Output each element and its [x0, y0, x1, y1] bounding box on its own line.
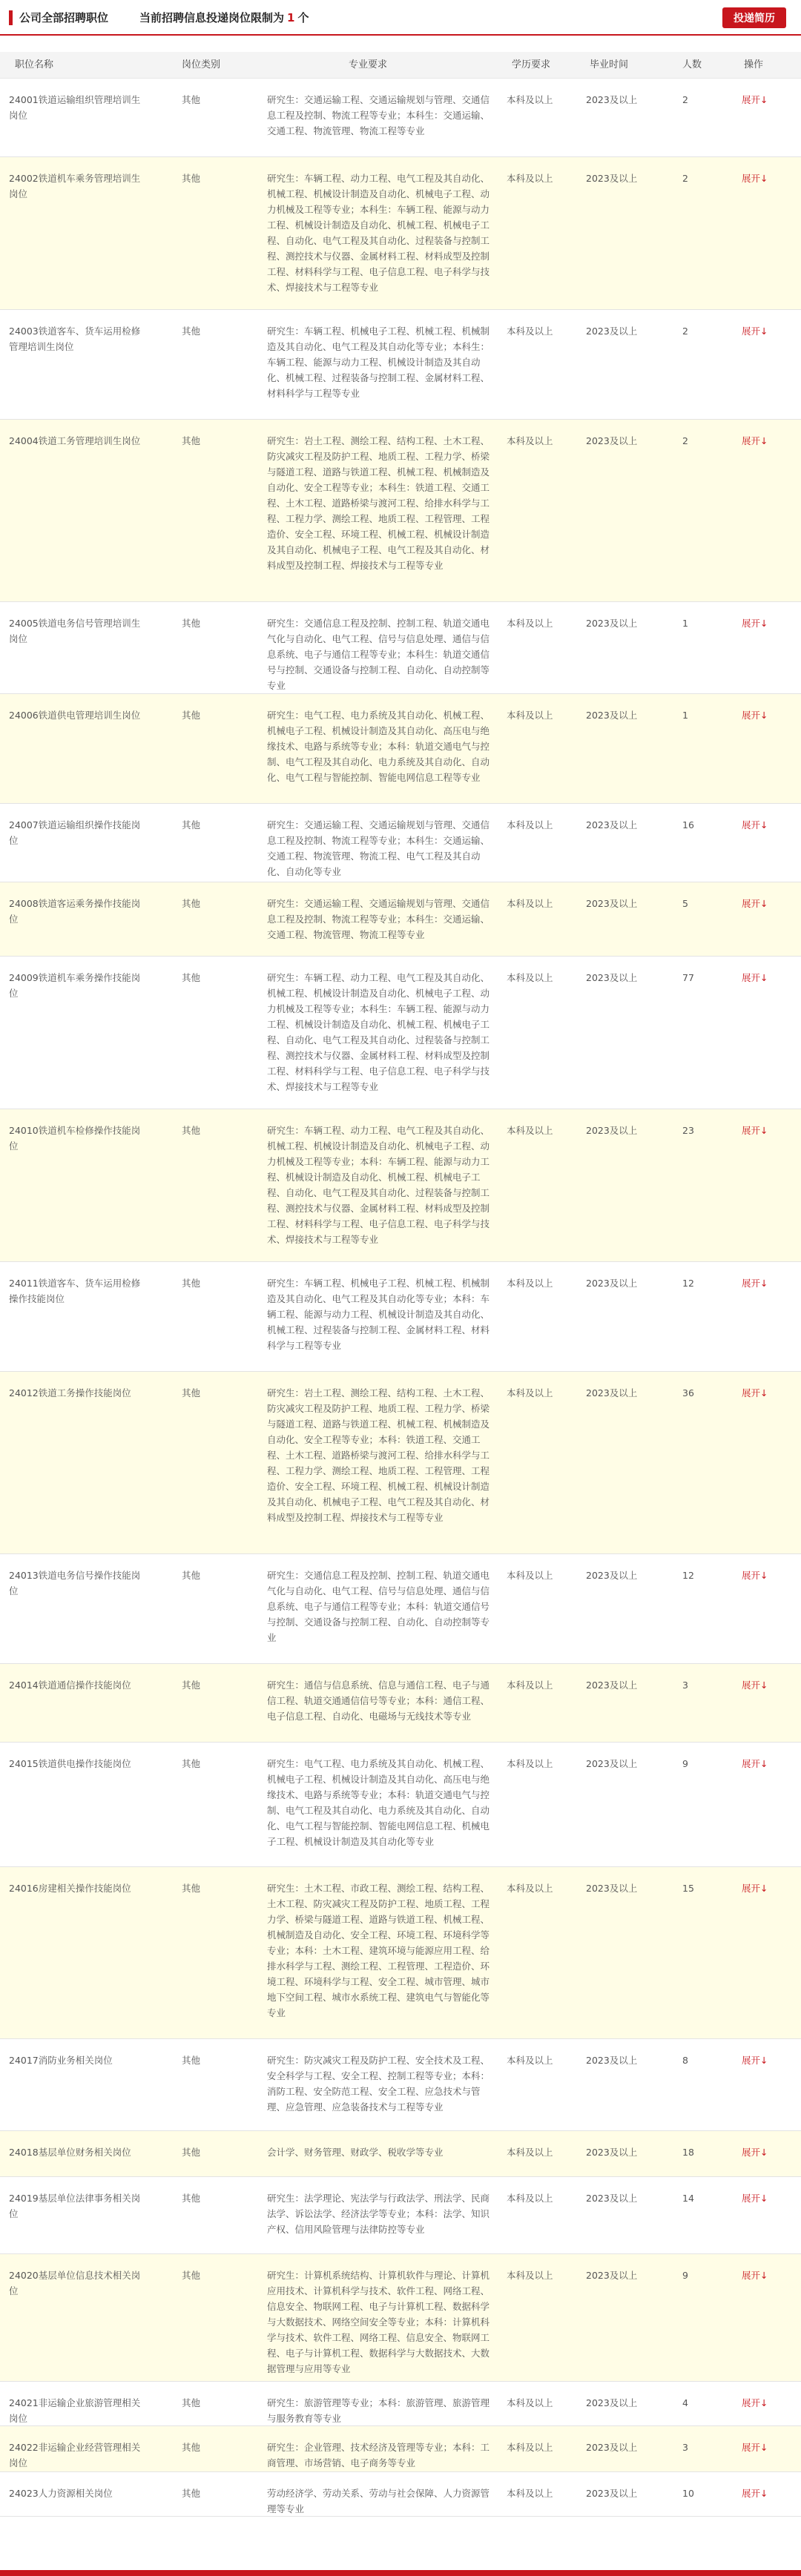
column-header-action: 操作	[744, 59, 764, 70]
expand-link[interactable]: 展开↓	[742, 1570, 768, 1581]
expand-link[interactable]: 展开↓	[742, 1278, 768, 1289]
expand-link[interactable]: 展开↓	[742, 710, 768, 721]
headcount: 9	[682, 2270, 688, 2281]
headcount: 1	[682, 618, 688, 629]
expand-link[interactable]: 展开↓	[742, 1758, 768, 1769]
education-requirement: 本科及以上	[507, 618, 553, 629]
job-name: 24019基层单位法律事务相关岗位	[9, 2193, 141, 2219]
expand-link[interactable]: 展开↓	[742, 2442, 768, 2453]
expand-link[interactable]: 展开↓	[742, 326, 768, 337]
graduation-year: 2023及以上	[586, 1387, 638, 1398]
table-row	[0, 310, 801, 420]
graduation-year: 2023及以上	[586, 710, 638, 721]
graduation-year: 2023及以上	[586, 2270, 638, 2281]
table-row	[0, 1867, 801, 2039]
major-requirements: 研究生：交通运输工程、交通运输规划与管理、交通信息工程及控制、物流工程等专业；本科生：交通运输、交通工程、物流管理、物流工程等专业	[267, 898, 490, 940]
major-requirements: 研究生：交通信息工程及控制、控制工程、轨道交通电气化与自动化、电气工程、信号与信息处理、通信与信息系统、电子与通信工程等专业；本科：轨道交通信号与控制、交通设备与控制工程、自动化、自动控制等专业	[267, 1570, 490, 1643]
job-category: 其他	[182, 2055, 201, 2066]
job-category: 其他	[182, 173, 201, 184]
table-row	[0, 882, 801, 957]
job-name: 24016房建相关操作技能岗位	[9, 1883, 131, 1894]
education-requirement: 本科及以上	[507, 1758, 553, 1769]
job-name: 24022非运输企业经营管理相关岗位	[9, 2442, 141, 2468]
expand-link[interactable]: 展开↓	[742, 2270, 768, 2281]
table-row	[0, 2039, 801, 2131]
headcount: 3	[682, 2442, 688, 2453]
education-requirement: 本科及以上	[507, 1278, 553, 1289]
education-requirement: 本科及以上	[507, 2442, 553, 2453]
education-requirement: 本科及以上	[507, 1883, 553, 1894]
table-row	[0, 2472, 801, 2517]
table-row	[0, 1554, 801, 1664]
job-category: 其他	[182, 326, 201, 337]
major-requirements: 研究生：旅游管理等专业；本科：旅游管理、旅游管理与服务教育等专业	[267, 2397, 490, 2424]
major-requirements: 研究生：车辆工程、动力工程、电气工程及其自动化、机械工程、机械设计制造及自动化、机械电子工程、动力机械及工程等专业；本科：车辆工程、能源与动力工程、机械设计制造及自动化、机械工程、机械电子工程、自动化、电气工程及其自动化、过程装备与控制工程、测控技术与仪器、金属材料工程、材料成型及控制工程、材料科学与工程、电子信息工程、电子科学与技术、焊接技术与工程等专业	[267, 1125, 490, 1245]
expand-link[interactable]: 展开↓	[742, 1883, 768, 1894]
job-name: 24002铁道机车乘务管理培训生岗位	[9, 173, 141, 199]
major-requirements: 研究生：交通信息工程及控制、控制工程、轨道交通电气化与自动化、电气工程、信号与信息处理、通信与信息系统、电子与通信工程等专业；本科生：轨道交通信号与控制、交通设备与控制工程、自动化、自动控制等专业	[267, 618, 490, 691]
job-name: 24021非运输企业旅游管理相关岗位	[9, 2397, 141, 2424]
education-requirement: 本科及以上	[507, 94, 553, 105]
major-requirements: 研究生：法学理论、宪法学与行政法学、刑法学、民商法学、诉讼法学、经济法学等专业；本科：法学、知识产权、信用风险管理与法律防控等专业	[267, 2193, 490, 2235]
job-name: 24005铁道电务信号管理培训生岗位	[9, 618, 141, 644]
job-category: 其他	[182, 2442, 201, 2453]
education-requirement: 本科及以上	[507, 1570, 553, 1581]
graduation-year: 2023及以上	[586, 2397, 638, 2408]
table-header	[0, 52, 801, 79]
job-name: 24007铁道运输组织操作技能岗位	[9, 819, 141, 846]
education-requirement: 本科及以上	[507, 2270, 553, 2281]
major-requirements: 研究生：车辆工程、机械电子工程、机械工程、机械制造及其自动化、电气工程及其自动化等专业；本科生：车辆工程、能源与动力工程、机械设计制造及其自动化、机械工程、过程装备与控制工程、金属材料工程、材料科学与工程等专业	[267, 326, 490, 399]
table-row	[0, 602, 801, 694]
job-category: 其他	[182, 2488, 201, 2499]
major-requirements: 研究生：企业管理、技术经济及管理等专业；本科：工商管理、市场营销、电子商务等专业	[267, 2442, 490, 2468]
job-category: 其他	[182, 94, 201, 105]
graduation-year: 2023及以上	[586, 618, 638, 629]
major-requirements: 研究生：岩土工程、测绘工程、结构工程、土木工程、防灾减灾工程及防护工程、地质工程、工程力学、桥梁与隧道工程、道路与铁道工程、机械工程、机械制造及自动化、安全工程等专业；本科生：铁道工程、交通工程、土木工程、道路桥梁与渡河工程、给排水科学与工程、工程力学、测绘工程、地质工程、工程管理、工程造价、安全工程、环境工程、机械工程、机械设计制造及其自动化、机械电子工程、电气工程及其自动化、材料成型及控制工程、焊接技术与工程等专业	[267, 435, 490, 571]
table-row	[0, 157, 801, 310]
major-requirements: 研究生：交通运输工程、交通运输规划与管理、交通信息工程及控制、物流工程等专业；本科生：交通运输、交通工程、物流管理、物流工程等专业	[267, 94, 490, 136]
table-row	[0, 694, 801, 804]
job-name: 24023人力资源相关岗位	[9, 2488, 113, 2499]
table-row	[0, 2254, 801, 2382]
graduation-year: 2023及以上	[586, 1278, 638, 1289]
expand-link[interactable]: 展开↓	[742, 2397, 768, 2408]
column-header-graduation: 毕业时间	[590, 59, 629, 70]
education-requirement: 本科及以上	[507, 2055, 553, 2066]
expand-link[interactable]: 展开↓	[742, 2055, 768, 2066]
expand-link[interactable]: 展开↓	[742, 435, 768, 446]
major-requirements: 研究生：土木工程、市政工程、测绘工程、结构工程、土木工程、防灾减灾工程及防护工程、地质工程、工程力学、桥梁与隧道工程、道路与铁道工程、机械工程、机械制造及自动化、安全工程、环境工程、环境科学等专业；本科：土木工程、建筑环境与能源应用工程、给排水科学与工程、测绘工程、工程管理、工程造价、环境工程、环境科学与工程、安全工程、城市管理、城市地下空间工程、城市水系统工程、建筑电气与智能化等专业	[267, 1883, 490, 2018]
headcount: 3	[682, 1680, 688, 1691]
headcount: 8	[682, 2055, 688, 2066]
expand-link[interactable]: 展开↓	[742, 2147, 768, 2158]
table-row	[0, 2131, 801, 2177]
major-requirements: 研究生：岩土工程、测绘工程、结构工程、土木工程、防灾减灾工程及防护工程、地质工程、工程力学、桥梁与隧道工程、道路与铁道工程、机械工程、机械制造及自动化、安全工程等专业；本科：铁道工程、交通工程、土木工程、道路桥梁与渡河工程、给排水科学与工程、工程力学、测绘工程、地质工程、工程管理、工程造价、安全工程、环境工程、机械工程、机械设计制造及其自动化、机械电子工程、电气工程及其自动化、材料成型及控制工程、焊接技术与工程等专业	[267, 1387, 490, 1523]
job-category: 其他	[182, 972, 201, 983]
headcount: 12	[682, 1278, 694, 1289]
graduation-year: 2023及以上	[586, 2193, 638, 2204]
job-name: 24018基层单位财务相关岗位	[9, 2147, 131, 2158]
graduation-year: 2023及以上	[586, 173, 638, 184]
education-requirement: 本科及以上	[507, 2193, 553, 2204]
headcount: 1	[682, 710, 688, 721]
job-category: 其他	[182, 1758, 201, 1769]
expand-link[interactable]: 展开↓	[742, 94, 768, 105]
major-requirements: 研究生：车辆工程、动力工程、电气工程及其自动化、机械工程、机械设计制造及自动化、机械电子工程、动力机械及工程等专业；本科生：车辆工程、能源与动力工程、机械设计制造及自动化、机械工程、机械电子工程、自动化、电气工程及其自动化、过程装备与控制工程、测控技术与仪器、金属材料工程、材料成型及控制工程、材料科学与工程、电子信息工程、电子科学与技术、焊接技术与工程等专业	[267, 972, 490, 1092]
job-category: 其他	[182, 2147, 201, 2158]
table-row	[0, 1664, 801, 1743]
job-name: 24001铁道运输组织管理培训生岗位	[9, 94, 141, 121]
graduation-year: 2023及以上	[586, 1125, 638, 1136]
graduation-year: 2023及以上	[586, 1570, 638, 1581]
job-category: 其他	[182, 1278, 201, 1289]
major-requirements: 研究生：电气工程、电力系统及其自动化、机械工程、机械电子工程、机械设计制造及其自动化、高压电与绝缘技术、电路与系统等专业；本科：轨道交通电气与控制、电气工程及其自动化、电力系统及其自动化、自动化、电气工程与智能控制、智能电网信息工程、机械电子工程、机械设计制造及其自动化等专业	[267, 1758, 490, 1847]
major-requirements: 研究生：电气工程、电力系统及其自动化、机械工程、机械电子工程、机械设计制造及其自动化、高压电与绝缘技术、电路与系统等专业；本科：轨道交通电气与控制、电气工程及其自动化、电力系统及其自动化、自动化、电气工程与智能控制、智能电网信息工程等专业	[267, 710, 490, 783]
graduation-year: 2023及以上	[586, 435, 638, 446]
headcount: 12	[682, 1570, 694, 1581]
job-name: 24013铁道电务信号操作技能岗位	[9, 1570, 141, 1596]
job-name: 24009铁道机车乘务操作技能岗位	[9, 972, 141, 999]
page-header	[0, 0, 801, 36]
headcount: 18	[682, 2147, 694, 2158]
table-row	[0, 1262, 801, 1372]
major-requirements: 研究生：防灾减灾工程及防护工程、安全技术及工程、安全科学与工程、安全工程、控制工程等专业；本科：消防工程、安全防范工程、安全工程、应急技术与管理、应急管理、应急装备技术与工程等专业	[267, 2055, 490, 2113]
headcount: 4	[682, 2397, 688, 2408]
headcount: 77	[682, 972, 694, 983]
job-category: 其他	[182, 2270, 201, 2281]
job-category: 其他	[182, 435, 201, 446]
column-header-education: 学历要求	[512, 59, 551, 70]
job-name: 24017消防业务相关岗位	[9, 2055, 113, 2066]
job-name: 24006铁道供电管理培训生岗位	[9, 710, 141, 721]
submit-resume-button[interactable]: 投递简历	[722, 7, 786, 28]
application-limit-note	[139, 10, 309, 25]
table-row	[0, 79, 801, 157]
education-requirement: 本科及以上	[507, 2147, 553, 2158]
graduation-year: 2023及以上	[586, 94, 638, 105]
graduation-year: 2023及以上	[586, 2488, 638, 2499]
education-requirement: 本科及以上	[507, 819, 553, 830]
expand-link[interactable]: 展开↓	[742, 173, 768, 184]
expand-link[interactable]: 展开↓	[742, 2488, 768, 2499]
job-name: 24008铁道客运乘务操作技能岗位	[9, 898, 141, 925]
job-name: 24010铁道机车检修操作技能岗位	[9, 1125, 141, 1152]
expand-link[interactable]: 展开↓	[742, 618, 768, 629]
major-requirements: 研究生：通信与信息系统、信息与通信工程、电子与通信工程、轨道交通通信信号等专业；本科：通信工程、电子信息工程、自动化、电磁场与无线技术等专业	[267, 1680, 490, 1722]
expand-link[interactable]: 展开↓	[742, 2193, 768, 2204]
education-requirement: 本科及以上	[507, 972, 553, 983]
headcount: 2	[682, 94, 688, 105]
job-category: 其他	[182, 819, 201, 830]
education-requirement: 本科及以上	[507, 1125, 553, 1136]
education-requirement: 本科及以上	[507, 173, 553, 184]
column-header-type: 岗位类别	[182, 59, 221, 70]
major-requirements: 会计学、财务管理、财政学、税收学等专业	[267, 2147, 444, 2158]
expand-link[interactable]: 展开↓	[742, 819, 768, 830]
expand-link[interactable]: 展开↓	[742, 1680, 768, 1691]
job-category: 其他	[182, 898, 201, 909]
headcount: 36	[682, 1387, 694, 1398]
job-category: 其他	[182, 2397, 201, 2408]
headcount: 16	[682, 819, 694, 830]
job-name: 24015铁道供电操作技能岗位	[9, 1758, 131, 1769]
job-category: 其他	[182, 1570, 201, 1581]
job-category: 其他	[182, 1883, 201, 1894]
job-category: 其他	[182, 2193, 201, 2204]
table-row	[0, 2426, 801, 2472]
education-requirement: 本科及以上	[507, 326, 553, 337]
graduation-year: 2023及以上	[586, 1680, 638, 1691]
headcount: 2	[682, 173, 688, 184]
education-requirement: 本科及以上	[507, 435, 553, 446]
table-row	[0, 957, 801, 1109]
table-row	[0, 1109, 801, 1262]
graduation-year: 2023及以上	[586, 819, 638, 830]
table-row	[0, 1743, 801, 1867]
table-row	[0, 1372, 801, 1554]
table-row	[0, 420, 801, 602]
graduation-year: 2023及以上	[586, 1758, 638, 1769]
education-requirement: 本科及以上	[507, 1680, 553, 1691]
job-name: 24011铁道客车、货车运用检修操作技能岗位	[9, 1278, 141, 1304]
education-requirement: 本科及以上	[507, 898, 553, 909]
graduation-year: 2023及以上	[586, 898, 638, 909]
job-category: 其他	[182, 1125, 201, 1136]
major-requirements: 研究生：交通运输工程、交通运输规划与管理、交通信息工程及控制、物流工程等专业；本科生：交通运输、交通工程、物流管理、物流工程、电气工程及其自动化、自动化等专业	[267, 819, 490, 877]
job-name: 24020基层单位信息技术相关岗位	[9, 2270, 141, 2296]
headcount: 2	[682, 435, 688, 446]
major-requirements: 研究生：计算机系统结构、计算机软件与理论、计算机应用技术、计算机科学与技术、软件工程、网络工程、信息安全、物联网工程、电子与计算机工程、数据科学与大数据技术、网络空间安全等专业；本科：计算机科学与技术、软件工程、网络工程、信息安全、物联网工程、电子与计算机工程、数据科学与大数据技术、大数据管理与应用等专业	[267, 2270, 490, 2374]
page-title: 公司全部招聘职位	[19, 11, 109, 24]
education-requirement: 本科及以上	[507, 1387, 553, 1398]
graduation-year: 2023及以上	[586, 1883, 638, 1894]
headcount: 10	[682, 2488, 694, 2499]
graduation-year: 2023及以上	[586, 326, 638, 337]
education-requirement: 本科及以上	[507, 2397, 553, 2408]
major-requirements: 劳动经济学、劳动关系、劳动与社会保障、人力资源管理等专业	[267, 2488, 490, 2514]
headcount: 9	[682, 1758, 688, 1769]
education-requirement: 本科及以上	[507, 2488, 553, 2499]
job-name: 24004铁道工务管理培训生岗位	[9, 435, 141, 446]
limit-note-suffix: 个	[297, 11, 309, 24]
headcount: 2	[682, 326, 688, 337]
graduation-year: 2023及以上	[586, 2442, 638, 2453]
graduation-year: 2023及以上	[586, 2055, 638, 2066]
education-requirement: 本科及以上	[507, 710, 553, 721]
major-requirements: 研究生：车辆工程、机械电子工程、机械工程、机械制造及其自动化、电气工程及其自动化等专业；本科：车辆工程、能源与动力工程、机械设计制造及其自动化、机械工程、过程装备与控制工程、金属材料工程、材料科学与工程等专业	[267, 1278, 490, 1351]
graduation-year: 2023及以上	[586, 2147, 638, 2158]
table-row	[0, 2382, 801, 2426]
column-header-requirements: 专业要求	[349, 59, 388, 70]
table-row	[0, 804, 801, 882]
column-header-name: 职位名称	[15, 59, 54, 70]
limit-note-prefix: 当前招聘信息投递岗位限制为	[139, 11, 285, 24]
job-name: 24014铁道通信操作技能岗位	[9, 1680, 131, 1691]
expand-link[interactable]: 展开↓	[742, 1125, 768, 1136]
job-category: 其他	[182, 1680, 201, 1691]
job-category: 其他	[182, 1387, 201, 1398]
expand-link[interactable]: 展开↓	[742, 1387, 768, 1398]
table-row	[0, 2177, 801, 2254]
job-category: 其他	[182, 618, 201, 629]
headcount: 15	[682, 1883, 694, 1894]
headcount: 5	[682, 898, 688, 909]
graduation-year: 2023及以上	[586, 972, 638, 983]
job-name: 24012铁道工务操作技能岗位	[9, 1387, 131, 1398]
major-requirements: 研究生：车辆工程、动力工程、电气工程及其自动化、机械工程、机械设计制造及自动化、机械电子工程、动力机械及工程等专业；本科生：车辆工程、能源与动力工程、机械设计制造及自动化、机械工程、机械电子工程、自动化、电气工程及其自动化、过程装备与控制工程、测控技术与仪器、金属材料工程、材料成型及控制工程、材料科学与工程、电子信息工程、电子科学与技术、焊接技术与工程等专业	[267, 173, 490, 293]
limit-count: 1	[287, 11, 295, 24]
title-accent-bar	[9, 10, 13, 25]
expand-link[interactable]: 展开↓	[742, 972, 768, 983]
expand-link[interactable]: 展开↓	[742, 898, 768, 909]
headcount: 14	[682, 2193, 694, 2204]
job-category: 其他	[182, 710, 201, 721]
column-header-count: 人数	[682, 59, 702, 70]
footer-bar	[0, 2570, 801, 2576]
headcount: 23	[682, 1125, 694, 1136]
job-name: 24003铁道客车、货车运用检修管理培训生岗位	[9, 326, 141, 352]
